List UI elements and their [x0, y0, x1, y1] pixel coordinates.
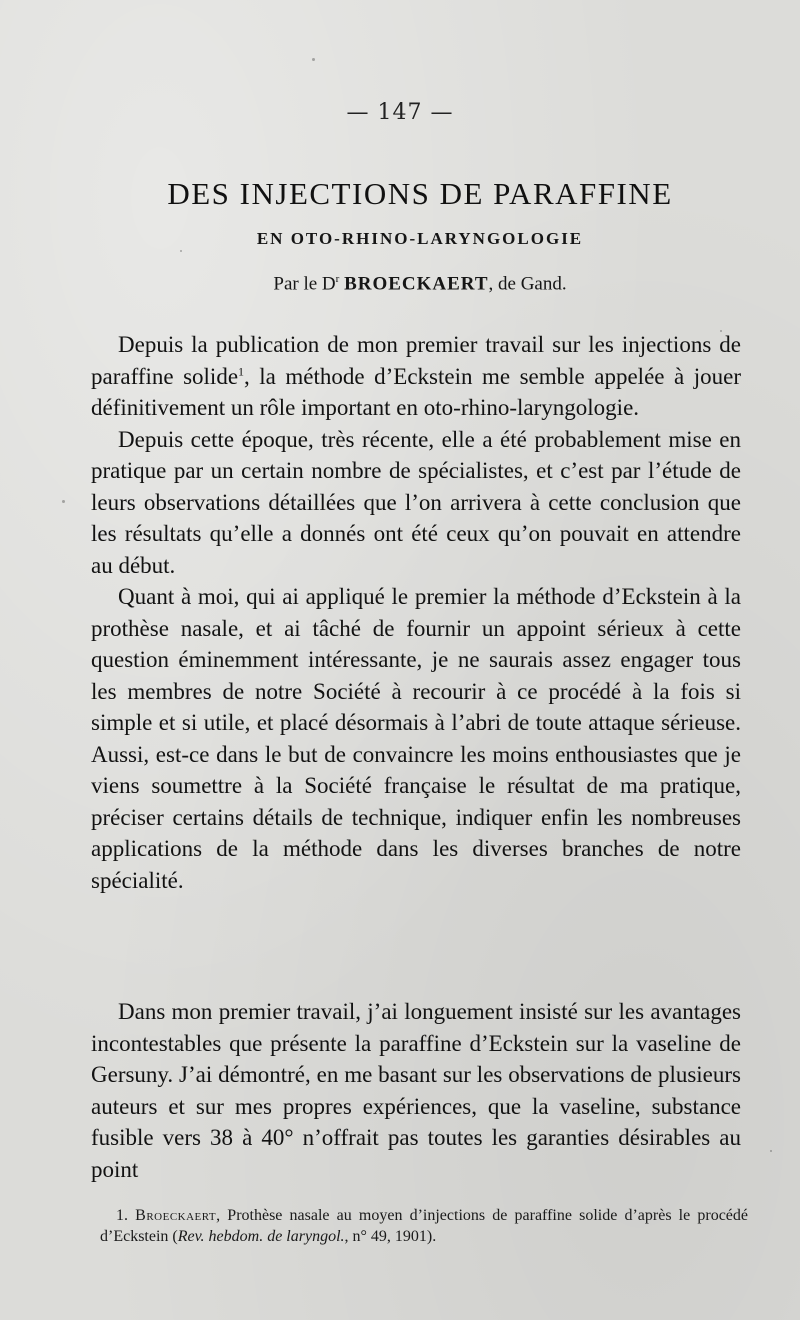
paragraph: Quant à moi, qui ai appliqué le premier la méthode d’Eckstein à la prothèse nasale, et ai tâché de fournir un appoint sérieux à cette question éminemment intéressante, je ne saurais assez engager tous les membres de notre Société à recourir à ce procédé à la fois si simple et si utile, et placé désormais à l’abri de toute attaque sérieuse. Aussi, est-ce dans le but de convaincre les moins enthousiastes que je viens soumettre à la Société française le résultat de ma pratique, préciser certains détails de technique, indiquer enfin les nombreuses applications de la méthode dans les diverses branches de notre spécialité.	[91, 584, 741, 893]
article-subtitle: EN OTO-RHINO-LARYNGOLOGIE	[256, 229, 584, 248]
paragraph: Dans mon premier travail, j’ai longuement insisté sur les avantages incontestables que présente la paraffine d’Eckstein sur la vaseline de Gersuny. J’ai démontré, en me basant sur les observations de plusieurs auteurs et sur mes propres expériences, que la vaseline, substance fusible vers 38 à 40° n’offrait pas toutes les garanties désirables au point	[91, 999, 741, 1182]
paper-speck	[62, 500, 65, 503]
paper-speck	[312, 58, 315, 61]
footnote-text-end: , n° 49, 1901).	[344, 1228, 437, 1245]
paragraph-text: , la méthode d’Eckstein me semble appelée à jouer définitivement un rôle important en oto-rhino-laryngologie.	[91, 363, 741, 420]
footnote-reference: 1	[238, 363, 245, 378]
author-name: BROECKAERT	[344, 273, 489, 295]
paragraph-text: Depuis la publication de mon premier travail sur les injections de paraffine solide	[91, 332, 741, 389]
footnote-author: Broeckaert	[135, 1207, 217, 1224]
paragraph	[91, 329, 741, 424]
footnote-journal: Rev. hebdom. de laryngol.	[177, 1228, 345, 1245]
paper-speck	[720, 330, 722, 332]
body-text-lower	[91, 996, 741, 1185]
footnote-divider	[360, 1194, 440, 1195]
paper-speck	[180, 250, 182, 252]
paper-speck	[770, 1150, 772, 1152]
footnote	[100, 1205, 748, 1247]
paragraph: Depuis cette époque, très récente, elle a été probablement mise en pratique par un certain nombre de spécialistes, et c’est par l’étude de leurs observations détaillées que l’on arrivera à cette conclusion que les résultats qu’elle a donnés ont été ceux qu’on pouvait en attendre au début.	[91, 426, 741, 578]
article-title: DES INJECTIONS DE PARAFFINE	[167, 176, 673, 211]
byline-suffix: , de Gand.	[488, 273, 567, 295]
body-text-upper	[91, 329, 741, 896]
footnote-text: , Prothèse nasale au moyen d’injections de paraffine solide d’après le procédé d’Eckstein (	[100, 1207, 748, 1245]
page-number: — 147 —	[346, 100, 454, 125]
byline-prefix-sup: r	[335, 273, 340, 285]
byline-prefix: Par le D	[273, 273, 336, 295]
footnote-number: 1.	[116, 1207, 128, 1224]
byline	[100, 273, 740, 295]
